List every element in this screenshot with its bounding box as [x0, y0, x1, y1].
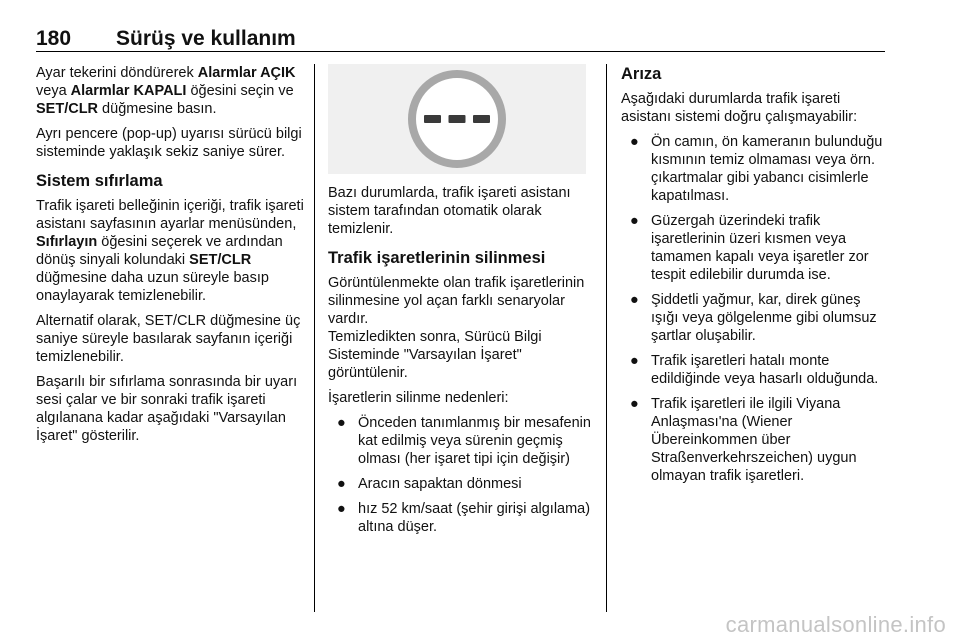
- text: düğmesine daha uzun süreyle basıp onaylayarak temizlenebilir.: [36, 270, 269, 304]
- column-3: [621, 64, 889, 492]
- list-item-text: Trafik işaretleri ile ilgili Viyana Anlaşması'na (Wiener Übereinkommen über Straßenverkehrszeichen) uygun olmayan trafik işaretleri.: [651, 396, 857, 484]
- list-item: [328, 414, 596, 468]
- heading-sign-deletion: Trafik işaretlerinin silinmesi: [328, 249, 546, 267]
- paragraph-popup-info: Ayrı pencere (pop-up) uyarısı sürücü bilgi sisteminde yaklaşık sekiz saniye sürer.: [36, 126, 302, 160]
- column-divider-2: [606, 64, 607, 612]
- button-name-set-clr: SET/CLR: [36, 101, 99, 117]
- text: Trafik işareti belleğinin içeriği, trafik işareti asistanı sayfasının ayarlar menüsünden,: [36, 198, 304, 232]
- button-name-set-clr: SET/CLR: [189, 252, 252, 268]
- paragraph-deletion-scenarios: Görüntülenmekte olan trafik işaretlerinin silinmesine yol açan farklı senaryolar vardır.: [328, 275, 585, 327]
- paragraph-select-alarms: [36, 64, 304, 118]
- list-item: [621, 133, 889, 205]
- list-item-text: hız 52 km/saat (şehir girişi algılama) altına düşer.: [358, 501, 591, 535]
- default-sign-illustration: [328, 64, 586, 174]
- list-item-text: Güzergah üzerindeki trafik işaretlerinin üzeri kısmen veya tamamen kapalı veya işaretler zor tespit edilebilir durumda ise.: [651, 213, 869, 283]
- page-header: [36, 26, 885, 52]
- bullet-icon: ●: [337, 501, 346, 517]
- list-item: [621, 395, 889, 485]
- bullet-icon: ●: [630, 213, 639, 229]
- paragraph-default-sign-shown: Temizledikten sonra, Sürücü Bilgi Sisteminde "Varsayılan İşaret" görüntülenir.: [328, 329, 542, 381]
- column-1: [36, 64, 304, 452]
- paragraph-reset-result: Başarılı bir sıfırlama sonrasında bir uyarı sesi çalar ve bir sonraki trafik işareti algılanana kadar aşağıdaki "Varsayılan İşaret" gösterilir.: [36, 374, 298, 444]
- list-item: [328, 475, 596, 493]
- watermark: carmanualsonline.info: [725, 612, 946, 637]
- menu-option-reset: Sıfırlayın: [36, 234, 98, 250]
- default-traffic-sign-icon: [407, 69, 507, 169]
- column-divider-1: [314, 64, 315, 612]
- bullet-icon: ●: [337, 476, 346, 492]
- list-item: [621, 212, 889, 284]
- list-item-text: Ön camın, ön kameranın bulunduğu kısmının temiz olmaması veya örn. çıkartmalar gibi yabancı cisimlerle kapatılması.: [651, 134, 883, 204]
- header-rule: [36, 51, 885, 52]
- malfunction-conditions-list: [621, 133, 889, 485]
- list-item: [621, 352, 889, 388]
- bullet-icon: ●: [630, 353, 639, 369]
- section-title: Sürüş ve kullanım: [116, 27, 296, 50]
- paragraph-alternative-reset: Alternatif olarak, SET/CLR düğmesine üç saniye süreyle basılarak sayfanın içeriği temizlenebilir.: [36, 313, 301, 365]
- image-caption: Bazı durumlarda, trafik işareti asistanı sistem tarafından otomatik olarak temizlenir.: [328, 185, 571, 237]
- list-item: [328, 500, 596, 536]
- column-2: [328, 64, 596, 543]
- bullet-icon: ●: [630, 396, 639, 412]
- heading-system-reset: Sistem sıfırlama: [36, 172, 163, 190]
- menu-option-alarms-on: Alarmlar AÇIK: [197, 65, 296, 81]
- text: Ayar tekerini döndürerek: [36, 65, 198, 81]
- heading-malfunction: Arıza: [621, 65, 662, 83]
- list-item-text: Trafik işaretleri hatalı monte edildiğinde veya hasarlı olduğunda.: [651, 353, 879, 387]
- list-item: [621, 291, 889, 345]
- list-item-text: Aracın sapaktan dönmesi: [358, 476, 522, 492]
- text: veya: [36, 83, 71, 99]
- bullet-icon: ●: [630, 292, 639, 308]
- text: düğmesine basın.: [98, 101, 217, 117]
- paragraph-reset-procedure: [36, 197, 304, 305]
- list-item-text: Şiddetli yağmur, kar, direk güneş ışığı veya gölgelenme gibi olumsuz şartlar oluşabilir.: [651, 292, 877, 344]
- menu-option-alarms-off: Alarmlar KAPALI: [70, 83, 187, 99]
- list-item-text: Önceden tanımlanmış bir mesafenin kat edilmiş veya sürenin geçmiş olması (her işaret tipi için değişir): [358, 415, 591, 467]
- text: öğesini seçin ve: [186, 83, 294, 99]
- page-number: 180: [36, 27, 72, 50]
- paragraph-deletion-reasons: İşaretlerin silinme nedenleri:: [328, 390, 509, 406]
- deletion-reasons-list: [328, 414, 596, 536]
- bullet-icon: ●: [337, 415, 346, 431]
- paragraph-malfunction-intro: Aşağıdaki durumlarda trafik işareti asistanı sistemi doğru çalışmayabilir:: [621, 91, 858, 125]
- bullet-icon: ●: [630, 134, 639, 150]
- text: öğesini seçerek ve ardından dönüş sinyali kolundaki: [36, 234, 283, 268]
